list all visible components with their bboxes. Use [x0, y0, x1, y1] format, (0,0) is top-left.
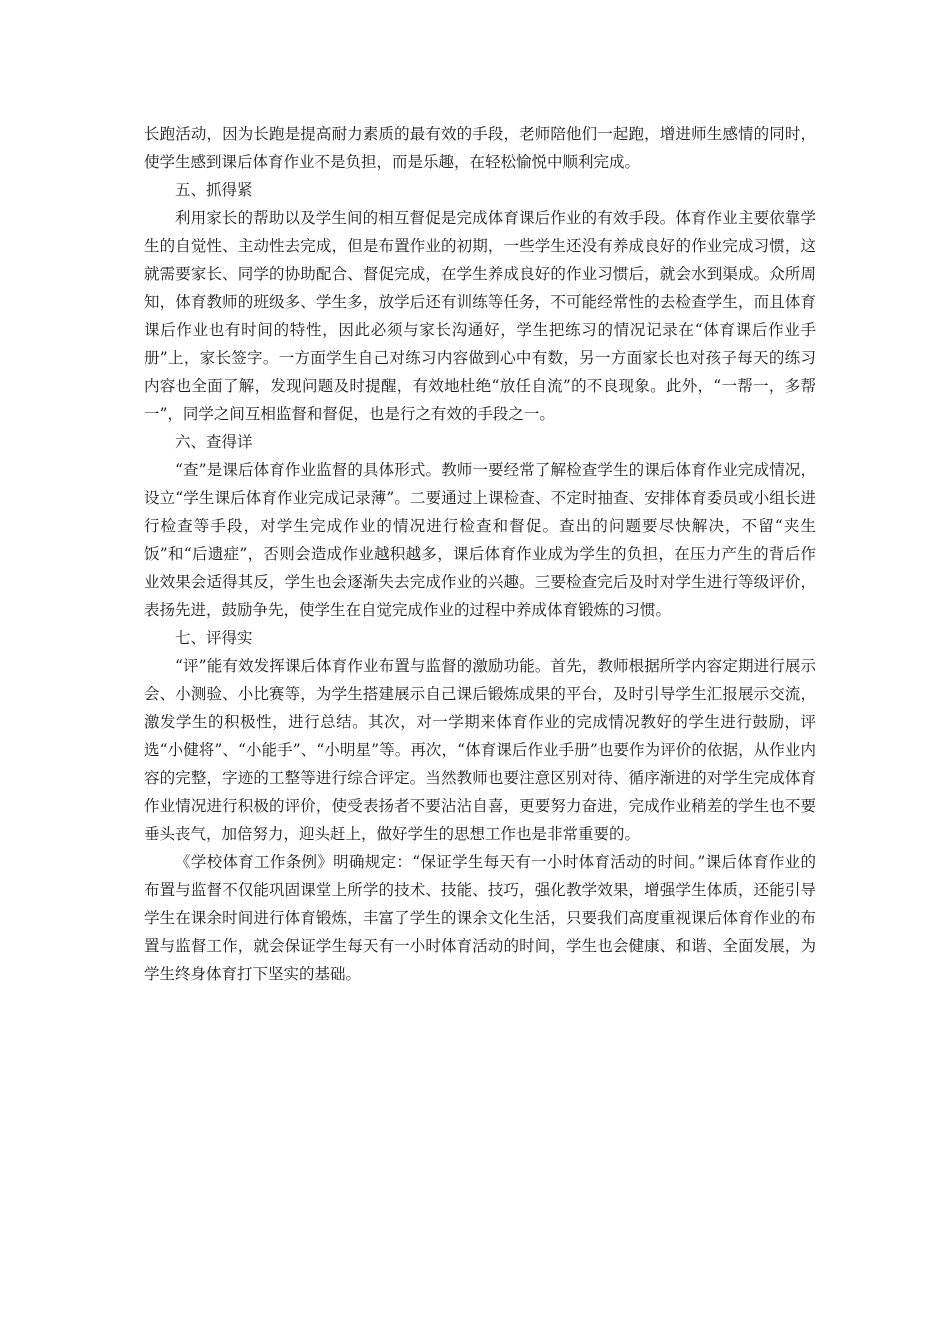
- paragraph-conclusion: 《学校体育工作条例》明确规定：“保证学生每天有一小时体育活动的时间。”课后体育作业的布置与监督不仅能巩固课堂上所学的技术、技能、技巧，强化教学效果，增强学生体质，还能引导学生在课余时间进行体育锻炼，丰富了学生的课余文化生活，只要我们高度重视课后体育作业的布置与监督工作，就会保证学生每天有一小时体育活动的时间，学生也会健康、和谐、全面发展，为学生终身体育打下坚实的基础。: [144, 853, 816, 983]
- paragraph-continuation: 长跑活动，因为长跑是提高耐力素质的最有效的手段，老师陪他们一起跑，增进师生感情的同时，使学生感到课后体育作业不是负担，而是乐趣，在轻松愉悦中顺利完成。: [144, 125, 816, 171]
- paragraph-section-6: “查”是课后体育作业监督的具体形式。教师一要经常了解检查学生的课后体育作业完成情况，设立“学生课后体育作业完成记录薄”。二要通过上课检查、不定时抽查、安排体育委员或小组长进行检查等手段，对学生完成作业的情况进行检查和督促。查出的问题要尽快解决，不留“夹生饭”和“后遗症”，否则会造成作业越积越多，课后体育作业成为学生的负担，在压力产生的背后作业效果会适得其反，学生也会逐渐失去完成作业的兴趣。三要检查完后及时对学生进行等级评价，表扬先进，鼓励争先，使学生在自觉完成作业的过程中养成体育锻炼的习惯。: [144, 461, 816, 619]
- paragraph-section-5: 利用家长的帮助以及学生间的相互督促是完成体育课后作业的有效手段。体育作业主要依靠学生的自觉性、主动性去完成，但是布置作业的初期，一些学生还没有养成良好的作业完成习惯，这就需要家长、同学的协助配合、督促完成，在学生养成良好的作业习惯后，就会水到渠成。众所周知，体育教师的班级多、学生多，放学后还有训练等任务，不可能经常性的去检查学生，而且体育课后作业也有时间的特性，因此必须与家长沟通好，学生把练习的情况记录在“体育课后作业手册”上，家长签字。一方面学生自己对练习内容做到心中有数，另一方面家长也对孩子每天的练习内容也全面了解，发现问题及时提醒，有效地杜绝“放任自流”的不良现象。此外，“一帮一，多帮一”，同学之间互相监督和督促，也是行之有效的手段之一。: [144, 209, 816, 423]
- document-page: [144, 120, 816, 988]
- paragraph-section-7: “评”能有效发挥课后体育作业布置与监督的激励功能。首先，教师根据所学内容定期进行展示会、小测验、小比赛等，为学生搭建展示自己课后锻炼成果的平台，及时引导学生汇报展示交流，激发学生的积极性，进行总结。其次，对一学期来体育作业的完成情况教好的学生进行鼓励，评选“小健将”、“小能手”、“小明星”等。再次，“体育课后作业手册”也要作为评价的依据，从作业内容的完整，字迹的工整等进行综合评定。当然教师也要注意区别对待、循序渐进的对学生完成体育作业情况进行积极的评价，使受表扬者不要沾沾自喜，更要努力奋进，完成作业稍差的学生也不要垂头丧气，加倍努力，迎头赶上，做好学生的思想工作也是非常重要的。: [144, 657, 816, 843]
- section-heading-5: 五、抓得紧: [175, 181, 253, 199]
- section-heading-6: 六、查得详: [175, 433, 253, 451]
- section-heading-7: 七、评得实: [175, 629, 253, 647]
